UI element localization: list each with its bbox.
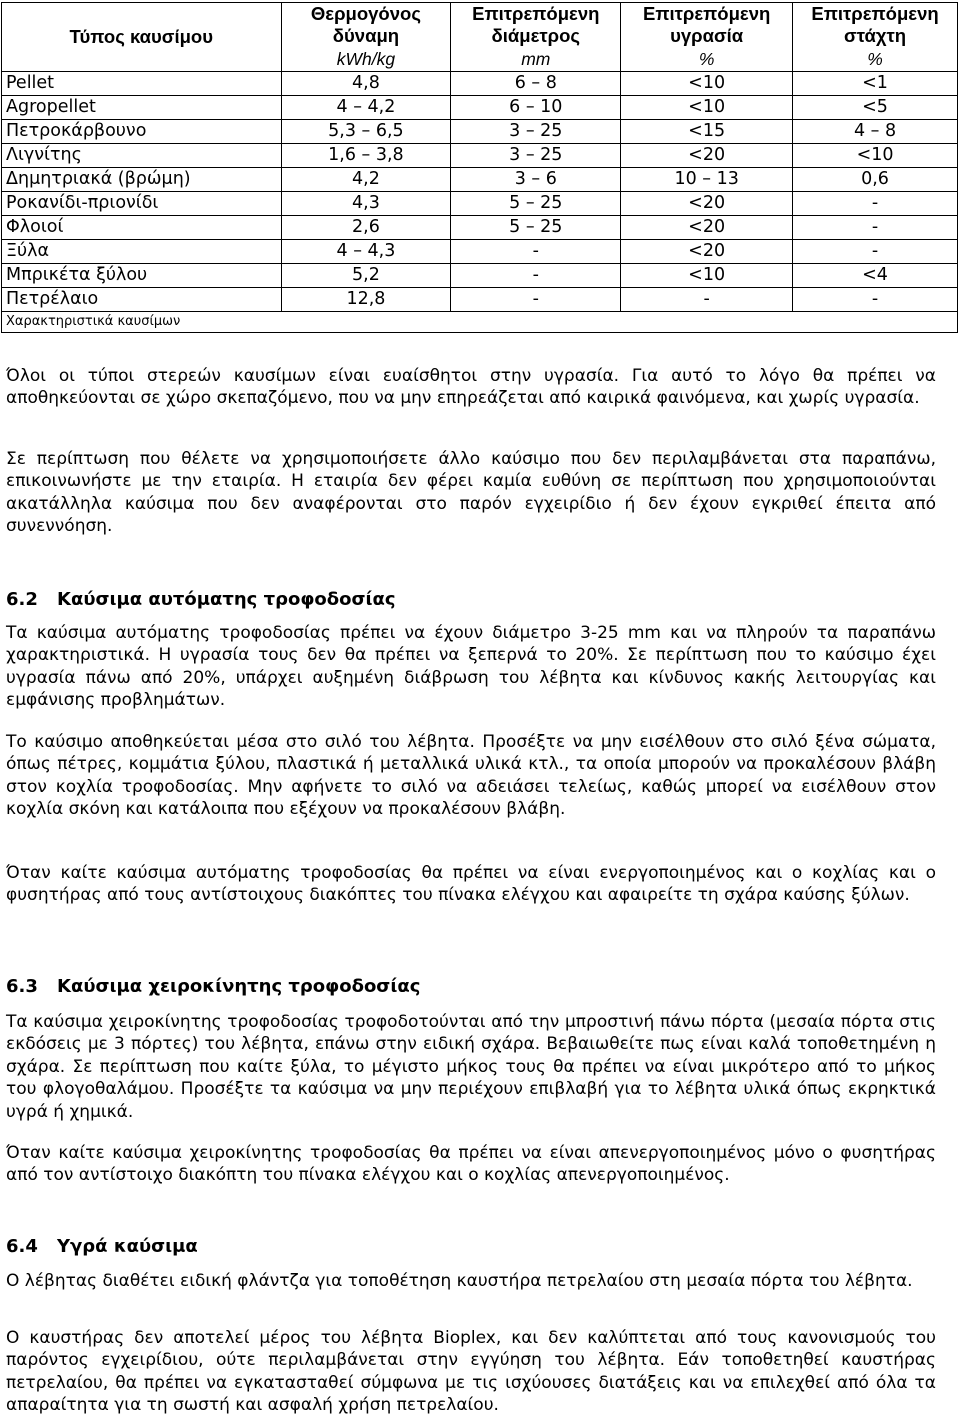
unit-calorific-value: kWh/kg [281,47,451,72]
section-title: Καύσιμα αυτόματης τροφοδοσίας [57,589,396,610]
table-cell: 12,8 [281,288,451,312]
fuel-name-cell: Δημητριακά (βρώμη) [2,168,282,192]
table-cell: 2,6 [281,216,451,240]
unit-ash: % [793,47,958,72]
table-cell: <20 [621,192,793,216]
table-cell: - [793,240,958,264]
header-diameter: Επιτρεπόμενη διάμετρος [451,3,621,48]
table-cell: 6 – 10 [451,96,621,120]
table-row [2,192,958,216]
table-cell: 5 – 25 [451,192,621,216]
table-cell: <10 [621,72,793,96]
fuel-name-cell: Πετρέλαιο [2,288,282,312]
section-6-2-paragraph-3: Όταν καίτε καύσιμα αυτόματης τροφοδοσίας θα πρέπει να είναι ενεργοποιημένος και ο κοχλίας και ο φυσητήρας από τους αντίστοιχους διακόπτες του πίνακα ελέγχου και αφαιρείτε τη σχάρα καύσης ξύλων. [6,863,936,906]
fuel-name-cell: Φλοιοί [2,216,282,240]
section-number: 6.3 [6,976,38,997]
table-cell: 1,6 – 3,8 [281,144,451,168]
table-cell: 4 – 4,2 [281,96,451,120]
table-row [2,288,958,312]
table-cell: 6 – 8 [451,72,621,96]
table-cell: 3 – 25 [451,144,621,168]
table-cell: <20 [621,144,793,168]
fuel-name-cell: Pellet [2,72,282,96]
header-humidity: Επιτρεπόμενη υγρασία [621,3,793,48]
table-cell: 4 – 8 [793,120,958,144]
table-cell: 5 – 25 [451,216,621,240]
section-6-3-heading [6,976,420,997]
table-cell: 10 – 13 [621,168,793,192]
fuel-name-cell: Λιγνίτης [2,144,282,168]
table-cell: <5 [793,96,958,120]
table-cell: <10 [793,144,958,168]
section-title: Υγρά καύσιμα [57,1236,198,1257]
table-body [2,72,958,312]
section-6-2-paragraph-1: Τα καύσιμα αυτόματης τροφοδοσίας πρέπει να έχουν διάμετρο 3-25 mm και να πληρούν τα παραπάνω χαρακτηριστικά. Η υγρασία τους δεν θα πρέπει να ξεπερνά το 20%. Σε περίπτωση που το καύσιμο έχει υγρασία πάνω από 20%, υπάρχει αυξημένη διάβρωση του λέβητα και κίνδυνος κακής λειτουργίας και εμφάνισης προβλημάτων. [6,623,936,711]
table-row [2,144,958,168]
table-cell: - [793,216,958,240]
table-cell: <20 [621,240,793,264]
section-6-4-heading [6,1236,198,1257]
unit-diameter: mm [451,47,621,72]
table-cell: <10 [621,96,793,120]
section-6-3-paragraph-2: Όταν καίτε καύσιμα χειροκίνητης τροφοδοσίας θα πρέπει να είναι απενεργοποιημένος μόνο ο φυσητήρας από τον αντίστοιχο διακόπτη του πίνακα ελέγχου και ο κοχλίας απενεργοποιημένος. [6,1143,936,1186]
fuel-name-cell: Agropellet [2,96,282,120]
header-calorific-value: Θερμογόνος δύναμη [281,3,451,48]
table-cell: 0,6 [793,168,958,192]
table-cell: <15 [621,120,793,144]
table-cell: 4,8 [281,72,451,96]
table-cell: 4,2 [281,168,451,192]
table-caption-row [2,312,958,333]
table-row [2,96,958,120]
section-number: 6.4 [6,1236,38,1257]
section-6-4-paragraph-2: Ο καυστήρας δεν αποτελεί μέρος του λέβητα Bioplex, και δεν καλύπτεται από τους κανονισμούς του παρόντος εγχειρίδιου, ούτε περιλαμβάνεται στην εγγύηση του λέβητα. Εάν τοποθετηθεί καυστήρας πετρελαίου, θα πρέπει να εγκατασταθεί σύμφωνα με τις ισχύουσες διατάξεις και να επιλεχθεί από όλα τα απαραίτητα για τη σωστή και ασφαλή χρήση πετρελαίου. [6,1328,936,1416]
table-cell: - [621,288,793,312]
table-row [2,168,958,192]
fuel-characteristics-table [1,2,958,333]
table-row [2,240,958,264]
table-cell: - [793,288,958,312]
table-cell: 3 – 25 [451,120,621,144]
section-title: Καύσιμα χειροκίνητης τροφοδοσίας [57,976,421,997]
table-cell: 5,2 [281,264,451,288]
fuel-name-cell: Ροκανίδι-πριονίδι [2,192,282,216]
table-row [2,72,958,96]
table-cell: <4 [793,264,958,288]
table-row [2,216,958,240]
table-cell: - [451,288,621,312]
table-cell: <10 [621,264,793,288]
table-row [2,264,958,288]
table-row [2,120,958,144]
table-cell: 4,3 [281,192,451,216]
table-cell: - [451,240,621,264]
table-cell: <20 [621,216,793,240]
table-cell: 4 – 4,3 [281,240,451,264]
fuel-name-cell: Πετροκάρβουνο [2,120,282,144]
unit-humidity: % [621,47,793,72]
intro-paragraph-2: Σε περίπτωση που θέλετε να χρησιμοποιήσετε άλλο καύσιμο που δεν περιλαμβάνεται στα παραπάνω, επικοινωνήστε με την εταιρία. Η εταιρία δεν φέρει καμία ευθύνη σε περίπτωση που χρησιμοποιούνται ακατάλληλα καύσιμα που δεν αναφέρονται στο παρόν εγχειρίδιο ή δεν έχουν εγκριθεί έπειτα από συνεννόηση. [6,449,936,537]
table-cell: - [793,192,958,216]
intro-paragraph-1: Όλοι οι τύποι στερεών καυσίμων είναι ευαίσθητοι στην υγρασία. Για αυτό το λόγο θα πρέπει να αποθηκεύονται σε χώρο σκεπαζόμενο, που να μην επηρεάζεται από καιρικά φαινόμενα, και χωρίς υγρασία. [6,366,936,409]
table-header-row [2,3,958,48]
section-6-2-paragraph-2: Το καύσιμο αποθηκεύεται μέσα στο σιλό του λέβητα. Προσέξτε να μην εισέλθουν στο σιλό ξένα σώματα, όπως πέτρες, κομμάτια ξύλου, πλαστικά ή μεταλλικά υλικά κτλ., τα οποία μπορούν να προκαλέσουν βλάβη στον κοχλία τροφοδοσίας. Μην αφήνετε το σιλό να αδειάσει τελείως, καθώς μπορεί να εισέλθουν στον κοχλία σκόνη και κατάλοιπα που εξέχουν να προκαλέσουν βλάβη. [6,732,936,820]
section-6-3-paragraph-1: Τα καύσιμα χειροκίνητης τροφοδοσίας τροφοδοτούνται από την μπροστινή πάνω πόρτα (μεσαία πόρτα στις εκδόσεις με 3 πόρτες) του λέβητα, επάνω στην ειδική σχάρα. Βεβαιωθείτε πως είναι καλά τοποθετημένη η σχάρα. Σε περίπτωση που καίτε ξύλα, το μέγιστο μήκος τους θα πρέπει να είναι μικρότερο από το μήκος του φλογοθαλάμου. Προσέξτε τα καύσιμα να μην περιέχουν επιβλαβή για το λέβητα υλικά όπως εκρηκτικά υγρά ή χημικά. [6,1012,936,1122]
table-cell: 5,3 – 6,5 [281,120,451,144]
header-ash: Επιτρεπόμενη στάχτη [793,3,958,48]
section-number: 6.2 [6,589,38,610]
table-cell: 3 – 6 [451,168,621,192]
fuel-name-cell: Μπρικέτα ξύλου [2,264,282,288]
header-fuel-type: Τύπος καυσίμου [2,3,282,72]
table-cell: <1 [793,72,958,96]
table-caption: Χαρακτηριστικά καυσίμων [2,312,958,333]
section-6-2-heading [6,589,396,610]
table-cell: - [451,264,621,288]
section-6-4-paragraph-1: Ο λέβητας διαθέτει ειδική φλάντζα για τοποθέτηση καυστήρα πετρελαίου στη μεσαία πόρτα του λέβητα. [6,1271,913,1291]
fuel-name-cell: Ξύλα [2,240,282,264]
